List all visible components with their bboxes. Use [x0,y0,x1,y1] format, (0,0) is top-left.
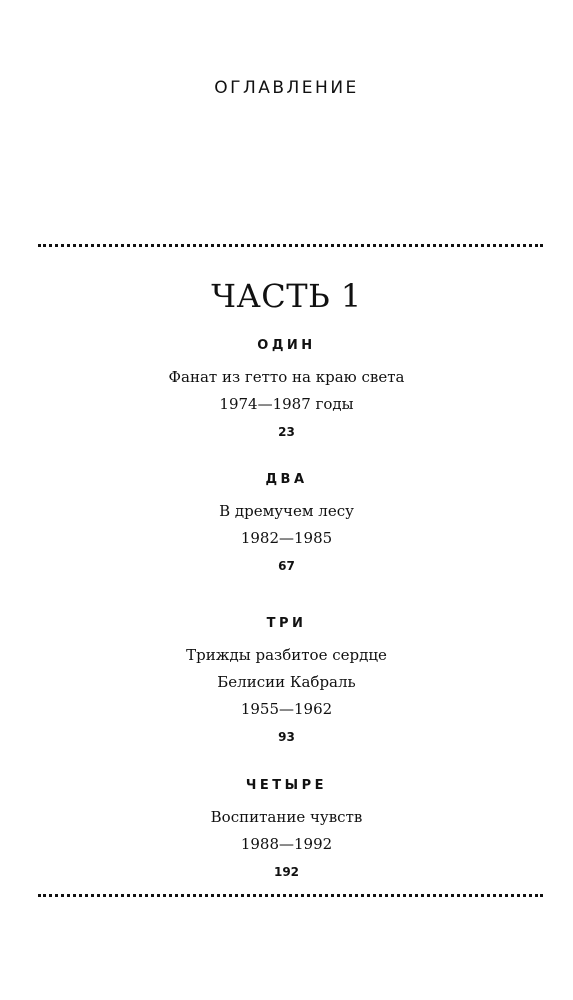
toc-entry-one [0,336,573,442]
chapter-page-number: 192 [273,865,300,879]
chapter-page-number: 93 [278,730,295,744]
chapter-number: ДВА [265,472,308,487]
chapter-number: ЧЕТЫРЕ [245,778,328,793]
chapter-years: 1988—1992 [240,835,333,853]
chapter-number: ОДИН [257,338,316,353]
chapter-years: 1982—1985 [240,529,333,547]
part-title: ЧАСТЬ 1 [211,277,362,315]
chapter-years: 1974—1987 годы [219,395,354,413]
chapter-number: ТРИ [266,616,307,631]
toc-heading: ОГЛАВЛЕНИЕ [214,78,359,98]
dotted-divider-bottom [38,894,543,897]
chapter-title: В дремучем лесу [219,502,354,520]
toc-entry-three [0,614,573,747]
toc-entry-four [0,776,573,882]
dotted-divider-top [38,244,543,247]
chapter-title: Воспитание чувств [210,808,363,826]
toc-entry-two [0,470,573,576]
chapter-page-number: 23 [278,425,295,439]
chapter-page-number: 67 [278,559,295,573]
chapter-years: 1955—1962 [240,700,333,718]
chapter-title: Фанат из гетто на краю света [168,368,405,386]
chapter-title: Трижды разбитое сердце [186,646,387,664]
chapter-subtitle: Белисии Кабраль [217,673,356,691]
